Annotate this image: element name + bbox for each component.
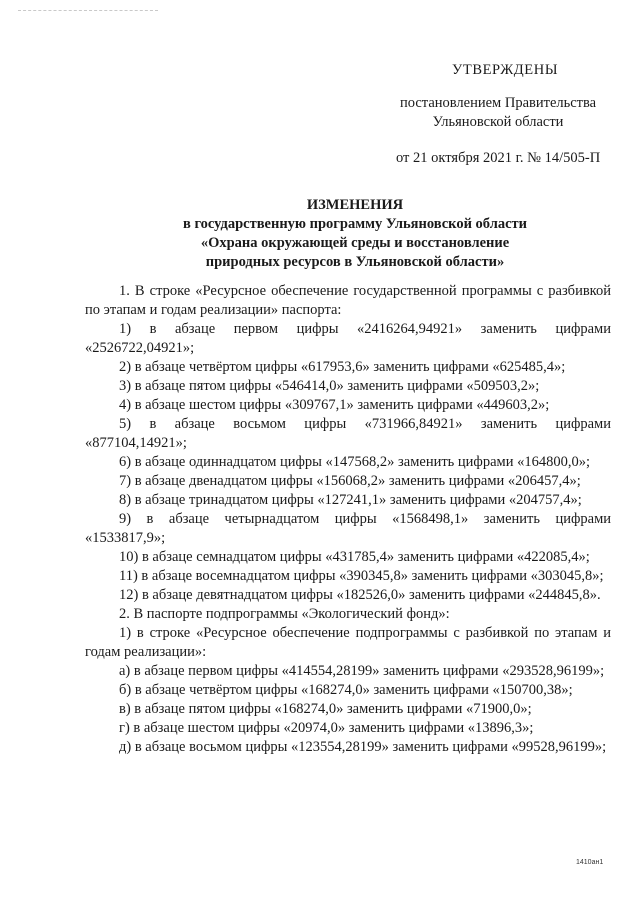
scan-artifact-dashed-line: [18, 10, 158, 11]
paragraph: 8) в абзаце тринадцатом цифры «127241,1» заменить цифрами «204757,4»;: [119, 492, 582, 508]
paragraph: а) в абзаце первом цифры «414554,28199» заменить цифрами «293528,96199»;: [119, 663, 605, 679]
paragraph: 6) в абзаце одиннадцатом цифры «147568,2» заменить цифрами «164800,0»;: [119, 454, 590, 470]
paragraph: 4) в абзаце шестом цифры «309767,1» заменить цифрами «449603,2»;: [119, 397, 550, 413]
decree-line-2: Ульяновской области: [432, 114, 564, 130]
decree-block: [400, 94, 596, 132]
paragraph: 5) в абзаце восьмом цифры «731966,84921» заменить цифрами «877104,14921»;: [85, 416, 611, 451]
paragraph: 3) в абзаце пятом цифры «546414,0» заменить цифрами «509503,2»;: [119, 378, 540, 394]
document-title: [90, 196, 620, 272]
paragraph: 2. В паспорте подпрограммы «Экологический фонд»:: [119, 606, 450, 622]
title-line-4: природных ресурсов в Ульяновской области»: [205, 254, 505, 270]
title-line-3: «Охрана окружающей среды и восстановление: [200, 235, 510, 251]
document-body: [85, 282, 611, 757]
paragraph: 1) в абзаце первом цифры «2416264,94921» заменить цифрами «2526722,04921»;: [85, 321, 611, 356]
paragraph: д) в абзаце восьмом цифры «123554,28199» заменить цифрами «99528,96199»;: [119, 739, 607, 755]
paragraph: 11) в абзаце восемнадцатом цифры «390345,8» заменить цифрами «303045,8»;: [119, 568, 604, 584]
paragraph: 1. В строке «Ресурсное обеспечение государственной программы с разбивкой по этапам и годам реализации» паспорта:: [85, 283, 611, 318]
approved-heading: УТВЕРЖДЕНЫ: [452, 62, 559, 78]
paragraph: 2) в абзаце четвёртом цифры «617953,6» заменить цифрами «625485,4»;: [119, 359, 566, 375]
paragraph: б) в абзаце четвёртом цифры «168274,0» заменить цифрами «150700,38»;: [119, 682, 573, 698]
paragraph: г) в абзаце шестом цифры «20974,0» заменить цифрами «13896,3»;: [119, 720, 534, 736]
decree-date: от 21 октября 2021 г. № 14/505-П: [396, 150, 601, 166]
paragraph: 10) в абзаце семнадцатом цифры «431785,4» заменить цифрами «422085,4»;: [119, 549, 590, 565]
paragraph: 1) в строке «Ресурсное обеспечение подпрограммы с разбивкой по этапам и годам реализации»:: [85, 625, 611, 660]
title-line-2: в государственную программу Ульяновской области: [182, 216, 527, 232]
title-line-1: ИЗМЕНЕНИЯ: [306, 197, 404, 213]
decree-line-1: постановлением Правительства: [400, 95, 597, 111]
paragraph: в) в абзаце пятом цифры «168274,0» заменить цифрами «71900,0»;: [119, 701, 532, 717]
paragraph: 12) в абзаце девятнадцатом цифры «182526,0» заменить цифрами «244845,8».: [119, 587, 601, 603]
paragraph: 9) в абзаце четырнадцатом цифры «1568498,1» заменить цифрами «1533817,9»;: [85, 511, 611, 546]
paragraph: 7) в абзаце двенадцатом цифры «156068,2» заменить цифрами «206457,4»;: [119, 473, 581, 489]
document-code: 1410ан1: [576, 859, 604, 866]
